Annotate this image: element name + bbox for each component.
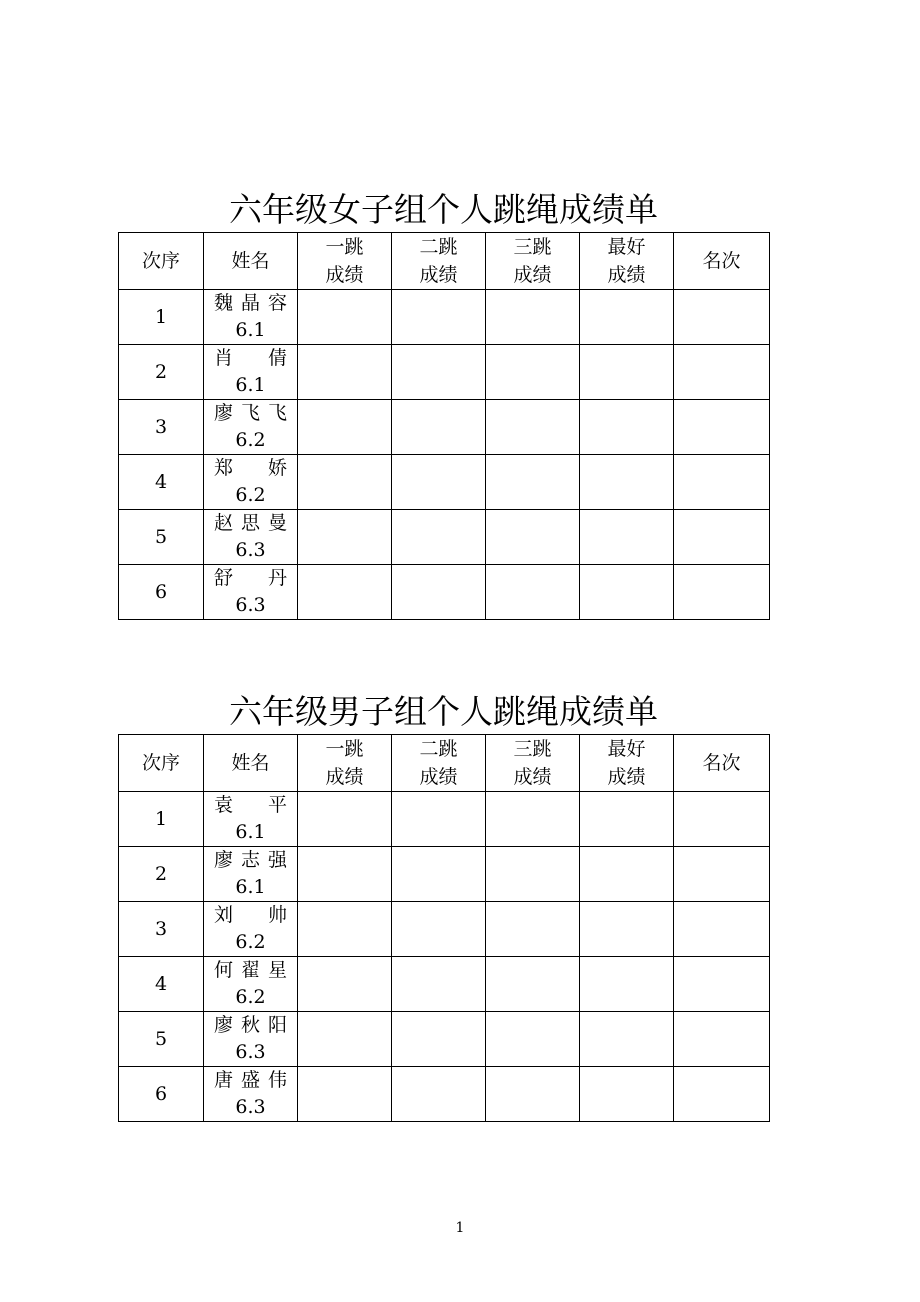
student-class: 6.2: [235, 931, 266, 953]
page-number: 1: [455, 1220, 465, 1236]
name-cell: [204, 400, 298, 455]
student-name: 郑 娇: [214, 457, 287, 479]
jump1-score-cell: [298, 902, 392, 957]
header-line: 三跳: [513, 738, 552, 760]
student-name: 唐盛伟: [214, 1069, 287, 1091]
header-line: 最好: [607, 236, 646, 258]
jump2-score-cell: [392, 345, 486, 400]
header-line: 成绩: [325, 264, 364, 286]
header-line: 一跳: [325, 738, 364, 760]
girls-table-body: [119, 290, 770, 620]
best-score-cell: [580, 345, 674, 400]
student-name: 赵思曼: [214, 512, 287, 534]
order-cell: 2: [119, 847, 204, 902]
best-score-cell: [580, 400, 674, 455]
name-cell: [204, 565, 298, 620]
header-line: 成绩: [513, 766, 552, 788]
jump2-score-cell: [392, 510, 486, 565]
boys-score-table: [118, 734, 770, 1122]
order-cell: 5: [119, 1012, 204, 1067]
jump1-score-cell: [298, 455, 392, 510]
rank-cell: [674, 345, 770, 400]
jump1-score-cell: [298, 957, 392, 1012]
header-line: 成绩: [513, 264, 552, 286]
rank-cell: [674, 290, 770, 345]
best-score-cell: [580, 1067, 674, 1122]
jump2-score-cell: [392, 957, 486, 1012]
rank-cell: [674, 1012, 770, 1067]
rank-cell: [674, 792, 770, 847]
rank-cell: [674, 510, 770, 565]
rank-header: 名次: [674, 735, 770, 792]
student-class: 6.3: [235, 539, 266, 561]
name-cell: [204, 345, 298, 400]
best-header: [580, 735, 674, 792]
table-row: [119, 565, 770, 620]
name-header: 姓名: [204, 233, 298, 290]
table-row: [119, 847, 770, 902]
best-score-cell: [580, 792, 674, 847]
order-cell: 6: [119, 565, 204, 620]
header-line: 二跳: [419, 738, 458, 760]
jump3-score-cell: [486, 565, 580, 620]
jump3-header: [486, 233, 580, 290]
rank-cell: [674, 565, 770, 620]
header-line: 最好: [607, 738, 646, 760]
table-row: [119, 792, 770, 847]
order-cell: 5: [119, 510, 204, 565]
order-cell: 3: [119, 902, 204, 957]
order-cell: 3: [119, 400, 204, 455]
name-cell: [204, 510, 298, 565]
order-cell: 2: [119, 345, 204, 400]
student-class: 6.1: [235, 374, 266, 396]
rank-cell: [674, 847, 770, 902]
name-cell: [204, 1067, 298, 1122]
jump2-score-cell: [392, 847, 486, 902]
student-class: 6.3: [235, 1096, 266, 1118]
best-score-cell: [580, 290, 674, 345]
jump2-header: [392, 233, 486, 290]
jump2-score-cell: [392, 1012, 486, 1067]
student-class: 6.1: [235, 876, 266, 898]
table-row: [119, 957, 770, 1012]
header-line: 二跳: [419, 236, 458, 258]
jump3-score-cell: [486, 957, 580, 1012]
student-class: 6.1: [235, 319, 266, 341]
table-row: [119, 455, 770, 510]
order-cell: 1: [119, 792, 204, 847]
jump1-score-cell: [298, 792, 392, 847]
jump3-score-cell: [486, 400, 580, 455]
jump3-header: [486, 735, 580, 792]
jump3-score-cell: [486, 345, 580, 400]
jump2-score-cell: [392, 1067, 486, 1122]
order-header: 次序: [119, 233, 204, 290]
student-class: 6.3: [235, 594, 266, 616]
jump3-score-cell: [486, 902, 580, 957]
name-cell: [204, 902, 298, 957]
best-header: [580, 233, 674, 290]
jump1-score-cell: [298, 400, 392, 455]
jump1-score-cell: [298, 345, 392, 400]
table-row: [119, 902, 770, 957]
rank-cell: [674, 902, 770, 957]
girls-table-title: 六年级女子组个人跳绳成绩单: [229, 190, 658, 229]
jump3-score-cell: [486, 847, 580, 902]
best-score-cell: [580, 957, 674, 1012]
header-line: 成绩: [607, 766, 646, 788]
student-name: 廖秋阳: [214, 1014, 287, 1036]
best-score-cell: [580, 847, 674, 902]
student-class: 6.2: [235, 484, 266, 506]
order-cell: 1: [119, 290, 204, 345]
jump2-score-cell: [392, 290, 486, 345]
name-cell: [204, 792, 298, 847]
name-cell: [204, 455, 298, 510]
header-line: 三跳: [513, 236, 552, 258]
header-line: 成绩: [325, 766, 364, 788]
student-class: 6.3: [235, 1041, 266, 1063]
header-line: 成绩: [419, 264, 458, 286]
jump1-score-cell: [298, 847, 392, 902]
best-score-cell: [580, 902, 674, 957]
jump1-score-cell: [298, 290, 392, 345]
rank-header: 名次: [674, 233, 770, 290]
jump3-score-cell: [486, 510, 580, 565]
header-line: 成绩: [607, 264, 646, 286]
name-cell: [204, 290, 298, 345]
boys-table-title: 六年级男子组个人跳绳成绩单: [229, 692, 658, 731]
jump1-score-cell: [298, 1012, 392, 1067]
jump3-score-cell: [486, 792, 580, 847]
best-score-cell: [580, 1012, 674, 1067]
student-class: 6.2: [235, 429, 266, 451]
order-cell: 4: [119, 455, 204, 510]
order-cell: 4: [119, 957, 204, 1012]
jump3-score-cell: [486, 455, 580, 510]
jump1-score-cell: [298, 1067, 392, 1122]
student-class: 6.2: [235, 986, 266, 1008]
table-row: [119, 345, 770, 400]
rank-cell: [674, 455, 770, 510]
jump2-score-cell: [392, 400, 486, 455]
student-name: 廖志强: [214, 849, 287, 871]
student-name: 何翟星: [214, 959, 287, 981]
name-cell: [204, 847, 298, 902]
name-cell: [204, 957, 298, 1012]
header-line: 一跳: [325, 236, 364, 258]
jump1-score-cell: [298, 510, 392, 565]
order-cell: 6: [119, 1067, 204, 1122]
name-header: 姓名: [204, 735, 298, 792]
student-name: 廖飞飞: [214, 402, 287, 424]
jump2-score-cell: [392, 455, 486, 510]
student-name: 魏晶容: [214, 292, 287, 314]
header-row: [119, 233, 770, 290]
name-cell: [204, 1012, 298, 1067]
header-row: [119, 735, 770, 792]
rank-cell: [674, 957, 770, 1012]
table-row: [119, 510, 770, 565]
jump2-score-cell: [392, 792, 486, 847]
jump1-score-cell: [298, 565, 392, 620]
student-name: 袁 平: [214, 794, 287, 816]
jump2-header: [392, 735, 486, 792]
header-line: 成绩: [419, 766, 458, 788]
jump2-score-cell: [392, 902, 486, 957]
jump1-header: [298, 233, 392, 290]
best-score-cell: [580, 565, 674, 620]
table-row: [119, 1067, 770, 1122]
student-name: 刘 帅: [214, 904, 287, 926]
table-row: [119, 400, 770, 455]
table-row: [119, 290, 770, 345]
student-name: 肖 倩: [214, 347, 287, 369]
jump2-score-cell: [392, 565, 486, 620]
best-score-cell: [580, 455, 674, 510]
rank-cell: [674, 1067, 770, 1122]
best-score-cell: [580, 510, 674, 565]
rank-cell: [674, 400, 770, 455]
girls-score-table: [118, 232, 770, 620]
table-row: [119, 1012, 770, 1067]
jump3-score-cell: [486, 1067, 580, 1122]
jump3-score-cell: [486, 290, 580, 345]
jump1-header: [298, 735, 392, 792]
student-class: 6.1: [235, 821, 266, 843]
order-header: 次序: [119, 735, 204, 792]
boys-table-body: [119, 792, 770, 1122]
student-name: 舒 丹: [214, 567, 287, 589]
jump3-score-cell: [486, 1012, 580, 1067]
